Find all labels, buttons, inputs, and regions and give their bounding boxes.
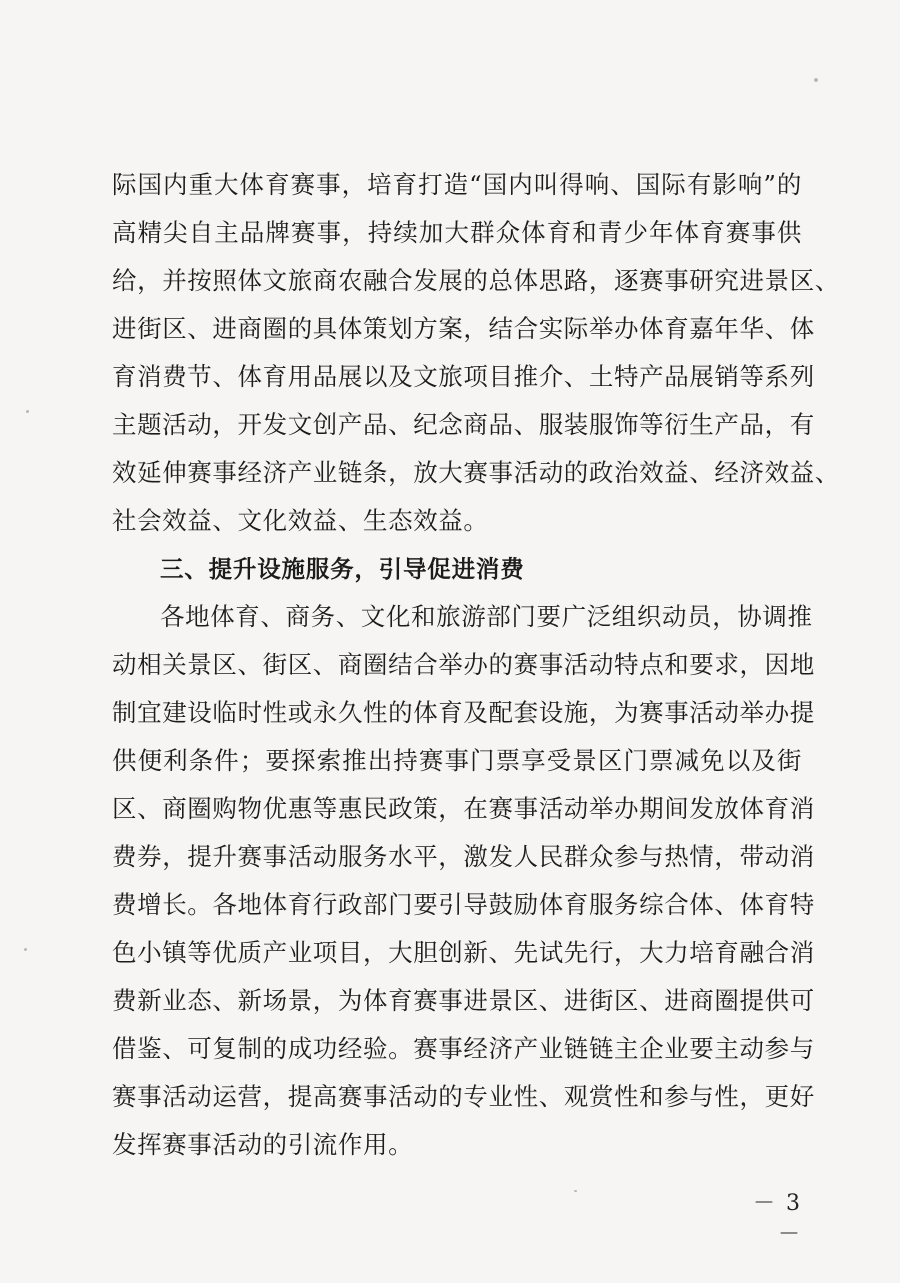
section-heading: 三、提升设施服务，引导促进消费	[160, 555, 525, 583]
paragraph1-line: 效延伸赛事经济产业链条，放大赛事活动的政治效益、经济效益、	[112, 458, 840, 487]
scan-speck	[26, 410, 29, 413]
paragraph1-line: 主题活动，开发文创产品、纪念商品、服装服饰等衍生产品，有	[112, 410, 815, 439]
scan-speck	[814, 78, 818, 82]
paragraph2-line: 发挥赛事活动的引流作用。	[112, 1130, 414, 1159]
paragraph2-line: 借鉴、可复制的成功经验。赛事经济产业链链主企业要主动参与	[112, 1034, 815, 1063]
scan-speck	[24, 948, 27, 951]
paragraph2-line: 色小镇等优质产业项目，大胆创新、先试先行，大力培育融合消	[112, 938, 815, 967]
paragraph2-line: 制宜建设临时性或永久性的体育及配套设施，为赛事活动举办提	[112, 698, 815, 727]
paragraph2-line: 动相关景区、街区、商圈结合举办的赛事活动特点和要求，因地	[112, 650, 815, 679]
paragraph1-line: 育消费节、体育用品展以及文旅项目推介、土特产品展销等系列	[112, 362, 815, 391]
paragraph2-line: 费券，提升赛事活动服务水平，激发人民群众参与热情，带动消	[112, 842, 815, 871]
paragraph2-line: 供便利条件；要探索推出持赛事门票享受景区门票减免以及街	[112, 746, 802, 775]
paragraph2-line: 各地体育、商务、文化和旅游部门要广泛组织动员，协调推	[160, 602, 813, 631]
paragraph2-line: 区、商圈购物优惠等惠民政策，在赛事活动举办期间发放体育消	[112, 794, 815, 823]
scan-speck	[574, 1190, 577, 1192]
paragraph2-line: 赛事活动运营，提高赛事活动的专业性、观赏性和参与性，更好	[112, 1082, 815, 1111]
page-number: － 3 －	[753, 1191, 802, 1247]
paragraph1-line: 高精尖自主品牌赛事，持续加大群众体育和青少年体育赛事供	[112, 218, 802, 247]
paragraph1-line: 进街区、进商圈的具体策划方案，结合实际举办体育嘉年华、体	[112, 314, 815, 343]
paragraph1-line: 际国内重大体育赛事，培育打造“国内叫得响、国际有影响”的	[112, 170, 802, 199]
paragraph1-line: 给，并按照体文旅商农融合发展的总体思路，逐赛事研究进景区、	[112, 266, 840, 295]
paragraph2-line: 费新业态、新场景，为体育赛事进景区、进街区、进商圈提供可	[112, 986, 815, 1015]
paragraph2-line: 费增长。各地体育行政部门要引导鼓励体育服务综合体、体育特	[112, 890, 815, 919]
paragraph1-line: 社会效益、文化效益、生态效益。	[112, 506, 489, 535]
